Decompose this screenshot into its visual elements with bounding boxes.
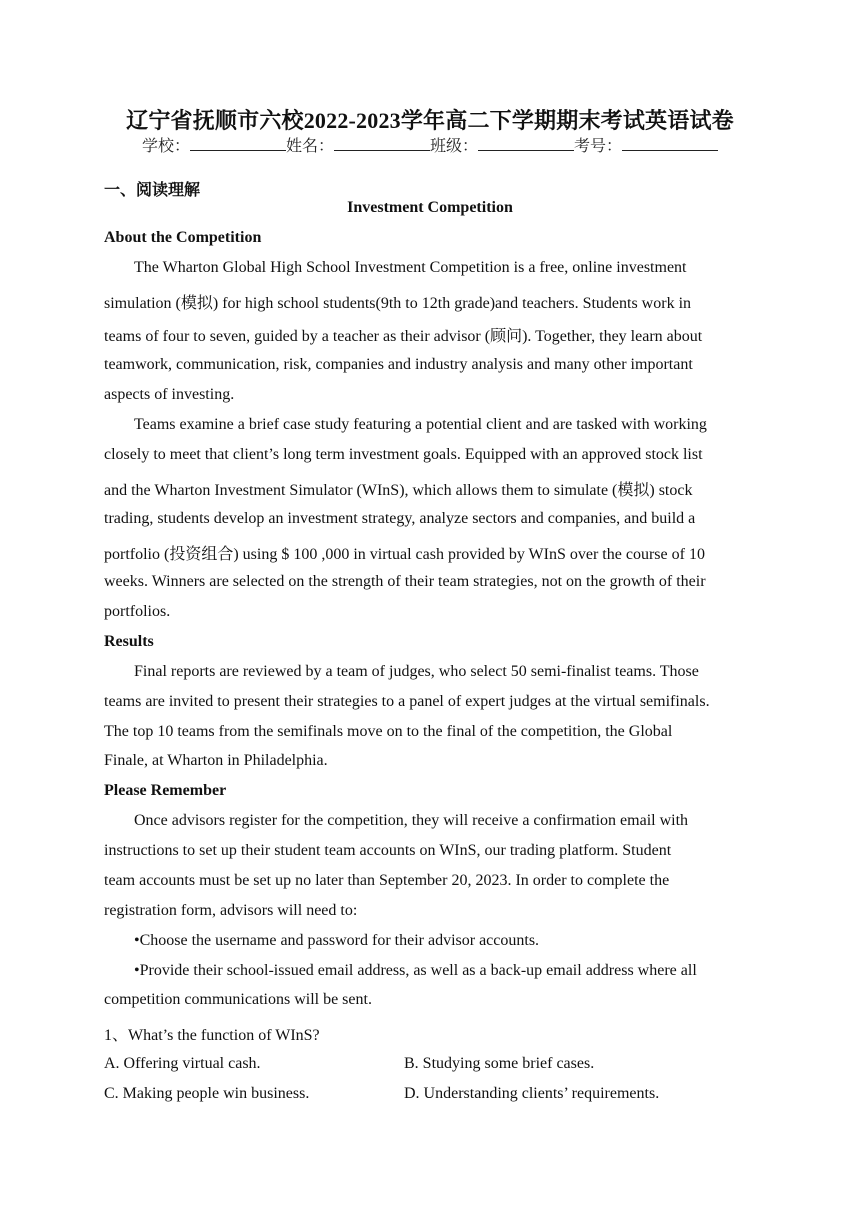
number-label: 考号：: [574, 138, 623, 155]
bullet-item-continued: competition communications will be sent.: [104, 991, 372, 1008]
paragraph-line: aspects of investing.: [104, 386, 235, 403]
paragraph-line: simulation (模拟) for high school students(9th to 12th grade)and teachers. Students work in: [104, 295, 692, 312]
paragraph-line: The Wharton Global High School Investment Competition is a free, online investment: [134, 259, 687, 276]
paragraph-line: trading, students develop an investment strategy, analyze sectors and companies, and build a: [104, 510, 696, 527]
article-title: Investment Competition: [347, 199, 513, 216]
paragraph-line: teams of four to seven, guided by a teacher as their advisor (顾问). Together, they learn about: [104, 328, 703, 345]
option-d[interactable]: D. Understanding clients’ requirements.: [404, 1085, 660, 1102]
student-info-line: [104, 133, 756, 156]
bullet-item: •Provide their school-issued email address, as well as a back-up email address where all: [134, 962, 697, 979]
paragraph-line: closely to meet that client’s long term investment goals. Equipped with an approved stock list: [104, 446, 703, 463]
paragraph-line: instructions to set up their student team accounts on WInS, our trading platform. Student: [104, 842, 672, 859]
class-blank[interactable]: [478, 136, 574, 151]
heading-about: About the Competition: [104, 229, 262, 246]
paragraph-line: teamwork, communication, risk, companies and industry analysis and many other important: [104, 356, 693, 373]
name-blank[interactable]: [334, 136, 430, 151]
bullet-item: •Choose the username and password for their advisor accounts.: [134, 932, 540, 949]
option-c[interactable]: C. Making people win business.: [104, 1085, 310, 1102]
option-a[interactable]: A. Offering virtual cash.: [104, 1055, 261, 1072]
number-blank[interactable]: [622, 136, 718, 151]
exam-title: 辽宁省抚顺市六校2022-2023学年高二下学期期末考试英语试卷: [126, 108, 734, 133]
paragraph-line: teams are invited to present their strategies to a panel of expert judges at the virtual semifinals.: [104, 693, 710, 710]
section-heading: 一、阅读理解: [104, 180, 201, 199]
paragraph-line: portfolios.: [104, 603, 171, 620]
heading-remember: Please Remember: [104, 782, 227, 799]
paragraph-line: The top 10 teams from the semifinals move on to the final of the competition, the Global: [104, 723, 673, 740]
heading-results: Results: [104, 633, 154, 650]
paragraph-line: and the Wharton Investment Simulator (WInS), which allows them to simulate (模拟) stock: [104, 482, 693, 499]
paragraph-line: Final reports are reviewed by a team of judges, who select 50 semi-finalist teams. Those: [134, 663, 699, 680]
paragraph-line: Once advisors register for the competition, they will receive a confirmation email with: [134, 812, 689, 829]
paragraph-line: registration form, advisors will need to:: [104, 902, 358, 919]
question-stem: 1、What’s the function of WInS?: [104, 1027, 320, 1044]
paragraph-line: Teams examine a brief case study featuring a potential client and are tasked with working: [134, 416, 707, 433]
paragraph-line: team accounts must be set up no later than September 20, 2023. In order to complete the: [104, 872, 670, 889]
school-label: 学校：: [141, 138, 190, 155]
paragraph-line: weeks. Winners are selected on the strength of their team strategies, not on the growth of their: [104, 573, 706, 590]
school-blank[interactable]: [190, 136, 286, 151]
paragraph-line: Finale, at Wharton in Philadelphia.: [104, 752, 328, 769]
class-label: 班级：: [430, 138, 479, 155]
paragraph-line: portfolio (投资组合) using $ 100 ,000 in virtual cash provided by WInS over the course of 10: [104, 546, 705, 563]
name-label: 姓名：: [285, 138, 334, 155]
option-b[interactable]: B. Studying some brief cases.: [404, 1055, 595, 1072]
